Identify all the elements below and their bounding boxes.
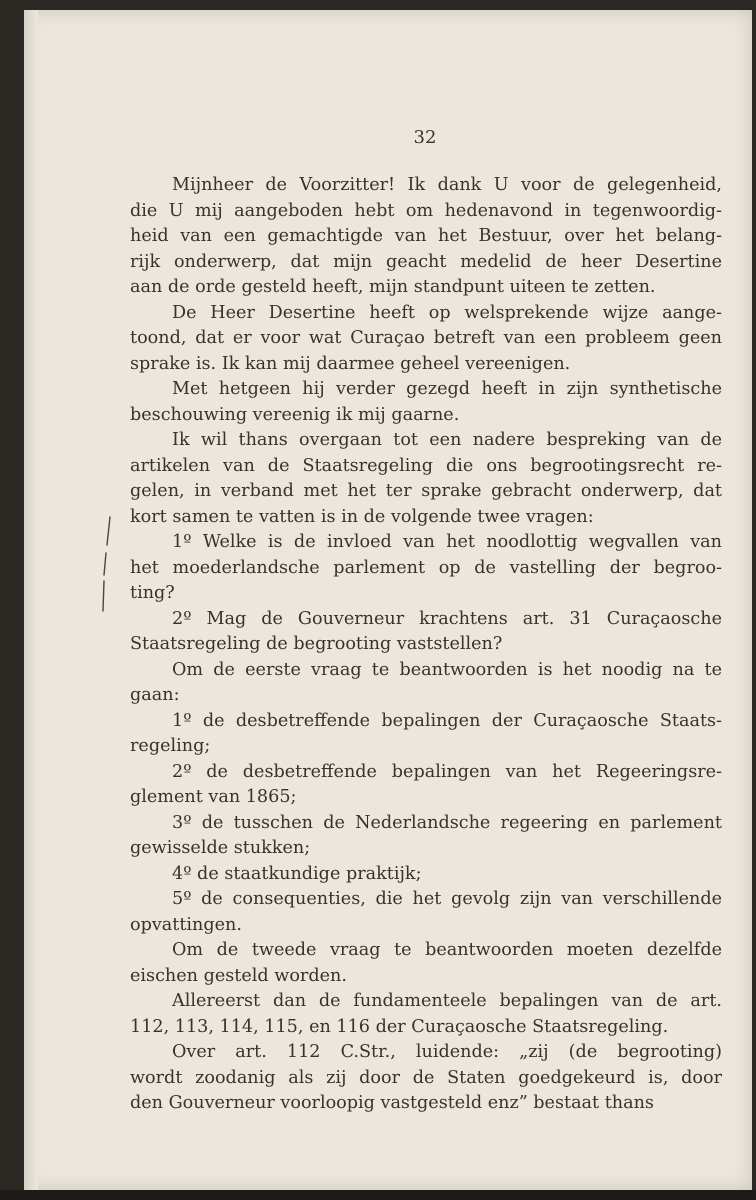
text-line: Staatsregeling de begrooting vaststellen? bbox=[130, 634, 503, 654]
text-line: kort samen te vatten is in de volgende twee vragen: bbox=[130, 506, 594, 527]
text-line: Ik wil thans overgaan tot een nadere bespreking van de bbox=[172, 430, 722, 450]
text-line: 2º Mag de Gouverneur krachtens art. 31 Curaçaosche bbox=[172, 608, 722, 629]
text-line: gewisselde stukken; bbox=[130, 838, 311, 858]
paragraph bbox=[130, 377, 722, 428]
text-line: artikelen van de Staatsregeling die ons begrootingsrecht re- bbox=[130, 455, 722, 476]
text-line: beschouwing vereenig ik mij gaarne. bbox=[130, 404, 460, 425]
text-line: gaan: bbox=[130, 685, 180, 705]
page-number: 32 bbox=[413, 127, 437, 148]
text-line: Om de eerste vraag te beantwoorden is het noodig na te bbox=[172, 659, 722, 680]
text-line: 1º Welke is de invloed van het noodlottig wegvallen van bbox=[172, 532, 722, 552]
text-line: 5º de consequenties, die het gevolg zijn van verschillende bbox=[172, 889, 722, 909]
paragraph bbox=[130, 173, 722, 301]
page-gutter-shadow bbox=[24, 10, 38, 1190]
text-line: glement van 1865; bbox=[130, 787, 297, 807]
paragraph bbox=[130, 887, 722, 938]
text-line: De Heer Desertine heeft op welsprekende wijze aange- bbox=[172, 302, 722, 323]
text-line: heid van een gemachtigde van het Bestuur, over het belang- bbox=[130, 226, 722, 246]
text-line: Mijnheer de Voorzitter! Ik dank U voor de gelegenheid, bbox=[172, 175, 722, 195]
text-line: wordt zoodanig als zij door de Staten goedgekeurd is, door bbox=[130, 1067, 722, 1088]
paragraph bbox=[130, 658, 722, 709]
text-line: die U mij aangeboden hebt om hedenavond in tegenwoordig- bbox=[130, 200, 722, 221]
text-line: Met hetgeen hij verder gezegd heeft in zijn synthetische bbox=[172, 379, 722, 399]
paragraph bbox=[130, 989, 722, 1040]
paragraph bbox=[130, 760, 722, 811]
paragraph bbox=[130, 1040, 722, 1117]
pencil-margin-mark bbox=[100, 515, 114, 615]
paragraph bbox=[130, 709, 722, 760]
paragraph bbox=[130, 607, 722, 658]
text-line: gelen, in verband met het ter sprake gebracht onderwerp, dat bbox=[130, 481, 722, 501]
text-line: 4º de staatkundige praktijk; bbox=[172, 863, 422, 884]
text-line: eischen gesteld worden. bbox=[130, 965, 347, 986]
paragraph bbox=[130, 811, 722, 862]
text-line: 112, 113, 114, 115, en 116 der Curaçaosche Staatsregeling. bbox=[130, 1016, 669, 1037]
text-line: 1º de desbetreffende bepalingen der Curaçaosche Staats- bbox=[172, 710, 722, 731]
paragraph bbox=[130, 428, 722, 530]
text-line: Over art. 112 C.Str., luidende: „zij (de begrooting) bbox=[172, 1042, 722, 1062]
paragraph bbox=[130, 301, 722, 378]
text-line: toond, dat er voor wat Curaçao betreft van een probleem geen bbox=[130, 328, 722, 348]
scan-background-strip bbox=[0, 1190, 756, 1200]
text-line: regeling; bbox=[130, 736, 211, 756]
text-line: opvattingen. bbox=[130, 914, 242, 935]
paragraph bbox=[130, 862, 722, 888]
text-line: 2º de desbetreffende bepalingen van het Regeeringsre- bbox=[172, 761, 722, 782]
text-line: sprake is. Ik kan mij daarmee geheel vereenigen. bbox=[130, 353, 571, 374]
text-line: 3º de tusschen de Nederlandsche regeering en parlement bbox=[172, 812, 722, 833]
paragraph bbox=[130, 530, 722, 607]
paragraph bbox=[130, 938, 722, 989]
text-line: aan de orde gesteld heeft, mijn standpunt uiteen te zetten. bbox=[130, 277, 656, 297]
text-line: Allereerst dan de fundamenteele bepalingen van de art. bbox=[172, 991, 722, 1011]
text-line: het moederlandsche parlement op de vastelling der begroo- bbox=[130, 557, 722, 578]
text-line: ting? bbox=[130, 583, 175, 603]
body-text bbox=[130, 173, 722, 1117]
text-line: Om de tweede vraag te beantwoorden moeten dezelfde bbox=[172, 940, 722, 960]
text-line: rijk onderwerp, dat mijn geacht medelid de heer Desertine bbox=[130, 251, 722, 272]
text-line: den Gouverneur voorloopig vastgesteld enz” bestaat thans bbox=[130, 1093, 654, 1113]
